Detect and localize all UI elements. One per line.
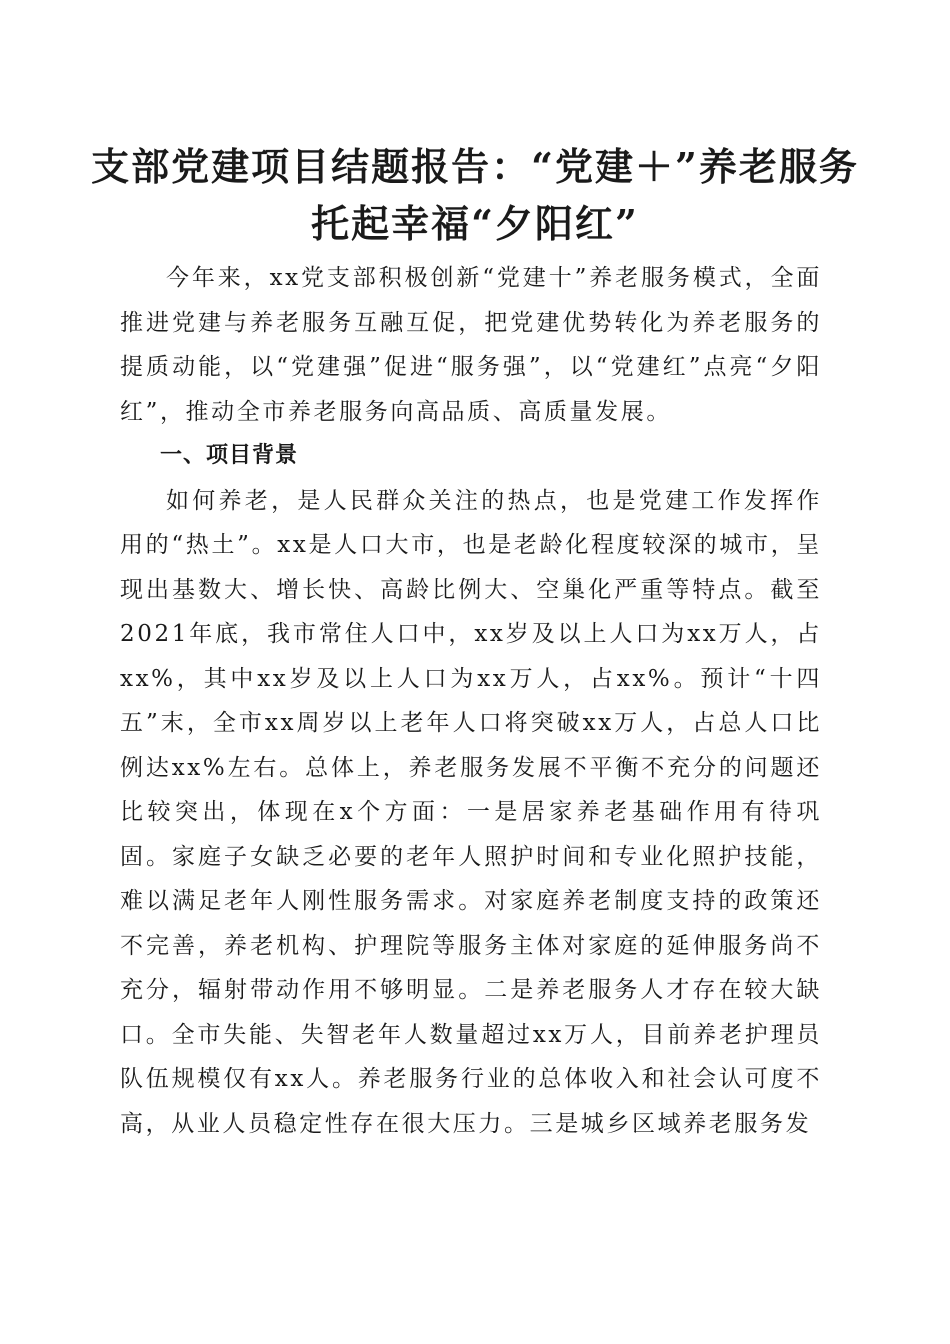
- document-title-line-1: 支部党建项目结题报告：“党建＋”养老服务: [91, 144, 859, 189]
- section-heading-background: 一、项目背景: [160, 443, 299, 468]
- background-paragraph: 如何养老，是人民群众关注的热点，也是党建工作发挥作用的“热土”。xx是人口大市，也是老龄化程度较深的城市，呈现出基数大、增长快、高龄比例大、空巢化严重等特点。截至2021年底，我市常住人口中，xx岁及以上人口为xx万人，占xx%，其中xx岁及以上人口为xx万人，占xx%。预计“十四五”末，全市xx周岁以上老年人口将突破xx万人，占总人口比例达xx%左右。总体上，养老服务发展不平衡不充分的问题还比较突出，体现在x个方面：一是居家养老基础作用有待巩固。家庭子女缺乏必要的老年人照护时间和专业化照护技能，难以满足老年人刚性服务需求。对家庭养老制度支持的政策还不完善，养老机构、护理院等服务主体对家庭的延伸服务尚不充分，辐射带动作用不够明显。二是养老服务人才存在较大缺口。全市失能、失智老年人数量超过xx万人，目前养老护理员队伍规模仅有xx人。养老服务行业的总体收入和社会认可度不高，从业人员稳定性存在很大压力。三是城乡区域养老服务发: [120, 487, 822, 1137]
- document-title-line-2: 托起幸福“夕阳红”: [311, 201, 639, 246]
- document-body: [120, 256, 822, 1146]
- intro-paragraph: 今年来，xx党支部积极创新“党建十”养老服务模式，全面推进党建与养老服务互融互促，把党建优势转化为养老服务的提质动能，以“党建强”促进“服务强”，以“党建红”点亮“夕阳红”，推动全市养老服务向高品质、高质量发展。: [120, 265, 822, 425]
